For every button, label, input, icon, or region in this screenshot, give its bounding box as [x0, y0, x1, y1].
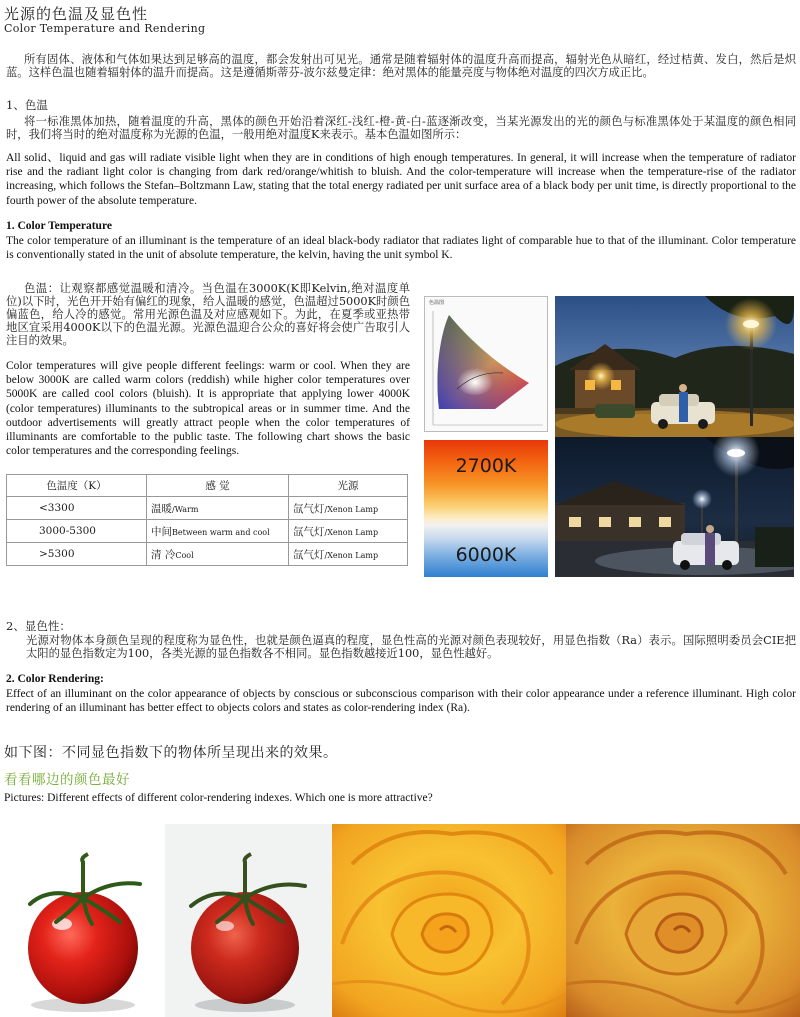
section2-paragraph-cn: 光源对物体本身颜色呈现的程度称为显色性，也就是颜色逼真的程度，显色性高的光源对颜色表现较好，用显色指数（Ra）表示。国际照明委员会CIE把太阳的显色指数定为100，各类光源的显色指数各不相同。显色指数越接近100，显色性越好。 — [26, 634, 796, 660]
chromaticity-diagram — [424, 296, 548, 432]
cool-streetlight-photo — [555, 437, 794, 577]
table-cell-feeling — [147, 520, 289, 543]
table-header-row — [7, 475, 408, 497]
pictures-caption-en: Pictures: Different effects of different color-rendering indexes. Which one is more attractive? — [4, 792, 433, 804]
table-row — [7, 497, 408, 520]
rose-photo-high-cri — [332, 824, 566, 1017]
section2-paragraph-en: Effect of an illuminant on the color appearance of objects by conscious or subconscious comparison with their color appearance under a reference illuminant. High color rendering of an illuminant has better effect to objects colors and states as color-rendering index (Ra). — [6, 688, 796, 715]
source-cn: 氙气灯 — [293, 502, 325, 515]
table-cell-feeling — [147, 497, 289, 520]
feeling-cn: 温暖 — [151, 502, 172, 515]
source-cn: 氙气灯 — [293, 525, 325, 538]
feeling-en: /Warm — [172, 504, 199, 514]
tomato-photo-high-cri — [0, 824, 165, 1017]
warm-cool-paragraph-cn: 色温：让观察都感觉温暖和清冷。当色温在3000K(K即Kelvin,绝对温度单位)以下时，光色开开始有偏红的现象，给人温暖的感觉，色温超过5000K时颜色偏蓝色，给人冷的感觉。常用光源色温及对应感观如下。为此，在夏季或亚热带地区宜采用4000K以下的色温光源。光源色温迎合公众的喜好将会使广告取引人注目的效果。 — [6, 282, 410, 347]
table-cell-range: 3000-5300 — [7, 520, 147, 543]
section1-heading-en: 1. Color Temperature — [6, 220, 112, 232]
section1-heading-cn: 1、色温 — [6, 98, 48, 112]
table-header-cell: 感 觉 — [147, 475, 289, 497]
source-en: /Xenon Lamp — [324, 550, 379, 560]
intro-paragraph-cn: 所有固体、液体和气体如果达到足够高的温度，都会发射出可见光。通常是随着辐射体的温度升高而提高，辐射光色从暗红，经过桔黄、发白，然后是炽蓝。这样色温也随着辐射体的温升而提高。这是遵循斯蒂芬-波尔兹曼定律：绝对黑体的能量亮度与物体绝对温度的四次方成正比。 — [6, 53, 796, 79]
table-cell-source — [289, 520, 408, 543]
feeling-cn: 中间 — [151, 525, 172, 538]
chromaticity-diagram-graphic — [425, 297, 547, 431]
feeling-en: Between warm and cool — [172, 527, 270, 537]
tomato-image — [0, 824, 165, 1017]
feeling-en: Cool — [175, 550, 194, 560]
table-row — [7, 520, 408, 543]
tomato-photo-low-cri — [165, 824, 332, 1017]
chromaticity-diagram-label: 色温图 — [429, 300, 445, 306]
table-cell-range: <3300 — [7, 497, 147, 520]
table-row — [7, 543, 408, 566]
tomato-image — [165, 824, 332, 1017]
warm-cool-paragraph-en: Color temperatures will give people different feelings: warm or cool. When they are below 3000K are called warm colors (reddish) while higher color temperatures over 5000K are called cool colors (bluish). It is appropriate that applying lower 4000K (color temperatures) illuminants to the subtropical areas or in summer time. And the outdoor advertisements will greatly attract people when the color temperatures of illuminants are comfortable to the public taste. The following chart shows the basic color temperatures and the corresponding feelings. — [6, 360, 410, 458]
table-cell-feeling — [147, 543, 289, 566]
rose-photo-low-cri — [566, 824, 800, 1017]
color-temperature-gradient-bar — [424, 440, 548, 577]
feeling-cn: 清 冷 — [151, 548, 176, 561]
rose-image — [332, 824, 566, 1017]
pictures-caption-cn: 如下图：不同显色指数下的物体所呈现出来的效果。 — [4, 745, 338, 761]
source-cn: 氙气灯 — [293, 548, 325, 561]
color-temperature-table — [6, 474, 408, 566]
warm-streetlight-photo — [555, 296, 794, 437]
cool-streetlight-scene — [555, 437, 794, 577]
table-cell-source — [289, 497, 408, 520]
pictures-question-cn: 看看哪边的颜色最好 — [4, 772, 130, 788]
source-en: /Xenon Lamp — [324, 527, 379, 537]
section2-heading-en: 2. Color Rendering: — [6, 673, 104, 685]
color-temperature-definition: The color temperature of an illuminant is the temperature of an ideal black-body radiator that radiates light of comparable hue to that of the illuminant. Color temperature is conventionally stated in the unit of absolute temperature, the kelvin, having the unit symbol K. — [6, 235, 796, 262]
section1-paragraph-cn: 将一标准黑体加热，随着温度的升高，黑体的颜色开始沿着深红-浅红-橙-黄-白-蓝逐渐改变，当某光源发出的光的颜色与标准黑体处于某温度的颜色相同时，我们将当时的绝对温度称为光源的色温，一般用绝对温度K来表示。基本色温如图所示： — [6, 115, 796, 141]
table-cell-range: >5300 — [7, 543, 147, 566]
bar-label-cool: 6000K — [455, 544, 517, 566]
section2-heading-cn: 2、显色性： — [6, 619, 71, 633]
source-en: /Xenon Lamp — [324, 504, 379, 514]
bar-label-warm: 2700K — [455, 455, 517, 477]
page-title: 光源的色温及显色性 — [4, 5, 149, 23]
table-header-cell: 光源 — [289, 475, 408, 497]
warm-streetlight-scene — [555, 296, 794, 437]
rose-image — [566, 824, 800, 1017]
section1-paragraph-en: All solid、liquid and gas will radiate visible light when they are in conditions of high enough temperatures. In general, it will increase when the temperature of radiator rise and the radiant light color is changing from dark red/orange/whitish to bluish. And the color-temperature will increase when the temperature-rise of the radiator increasing, which follows the Stefan–Boltzmann Law, stating that the total energy radiated per unit surface area of a black body per unit time, is directly proportional to the fourth power of the absolute temperature. — [6, 152, 796, 207]
page-subtitle: Color Temperature and Rendering — [4, 22, 206, 35]
table-cell-source — [289, 543, 408, 566]
table-header-cell: 色温度（K） — [7, 475, 147, 497]
